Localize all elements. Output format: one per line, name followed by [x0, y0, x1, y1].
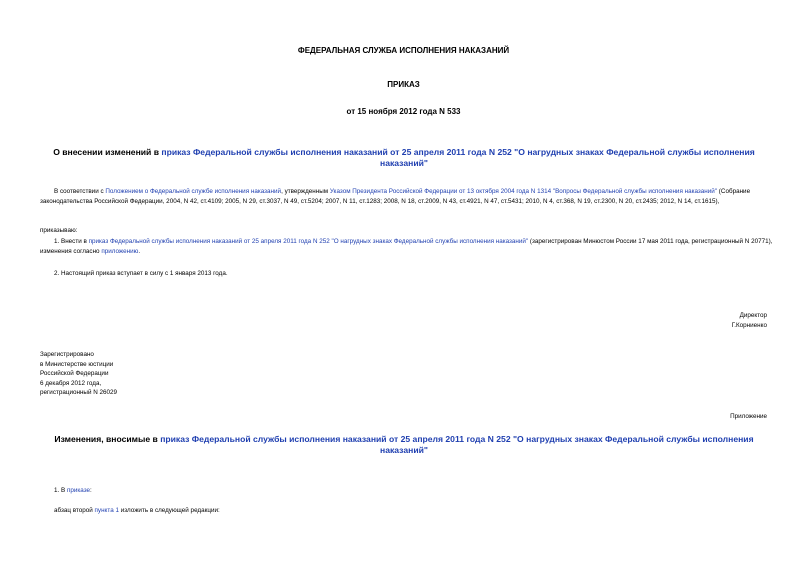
order-word: приказываю:: [40, 227, 78, 234]
preamble-text-2: , утвержденным: [281, 188, 330, 195]
doc-type-heading: ПРИКАЗ: [387, 80, 420, 89]
change1-text-2: :: [90, 487, 92, 494]
changes-title-prefix: Изменения, вносимые в: [54, 434, 161, 444]
document-title: [40, 147, 768, 169]
registration-line: Зарегистрировано: [40, 351, 94, 358]
appendix-label: Приложение: [730, 413, 767, 420]
changes-title: [40, 434, 768, 456]
signature-position: Директор: [739, 312, 767, 319]
item1-text-1: 1. Внести в: [54, 238, 89, 245]
registration-line: регистрационный N 26029: [40, 389, 118, 397]
preamble-text-3: (Собрание законодательства Российской Федерации, 2004, N 42, ст.4109; 2005, N 29, ст.3037, N 49, ст.5204; 2007, N 11, ст.1283; 2008, N 18, ст.2009, N 43, ст.4921, N 47, ст.5431; 2010, N 4, ст.368, N 19, ст.2300, N 20, ст.2435; 2012, N 14, ст.1615),: [40, 188, 751, 205]
appendix-link[interactable]: приложению: [101, 247, 139, 255]
changes-title-link[interactable]: приказ Федеральной службы исполнения наказаний от 25 апреля 2011 года N 252 "О нагрудных знаках Федеральной службы исполнения наказаний": [160, 434, 754, 455]
title-link[interactable]: приказ Федеральной службы исполнения наказаний от 25 апреля 2011 года N 252 "О нагрудных знаках Федеральной службы исполнения наказаний": [161, 147, 755, 168]
item1-text-3: .: [138, 247, 141, 255]
decree-link[interactable]: Указом Президента Российской Федерации от 13 октября 2004 года N 1314 "Вопросы Федеральной службы исполнения наказаний": [329, 188, 718, 195]
org-heading: ФЕДЕРАЛЬНАЯ СЛУЖБА ИСПОЛНЕНИЯ НАКАЗАНИЙ: [297, 46, 510, 55]
clause-1-link[interactable]: пункта 1: [94, 507, 119, 514]
registration-line: 6 декабря 2012 года,: [40, 379, 102, 387]
change-1-paragraph: [54, 486, 92, 496]
change1-sub-text-2: изложить в следующей редакции:: [118, 507, 220, 514]
preamble-text-1: В соответствии с: [54, 188, 106, 195]
registration-line: в Министерстве юстиции: [40, 360, 114, 368]
change-1-sub-paragraph: [54, 506, 220, 516]
signature-name: Г.Корниенко: [731, 322, 767, 329]
change1-text-1: 1. В: [54, 487, 67, 494]
item1-text-2: (зарегистрирован Минюстом России 17 мая 2011 года, регистрационный N 20771), изменения согласно: [40, 238, 773, 255]
item-1-paragraph: [40, 237, 780, 256]
order-252-link[interactable]: приказ Федеральной службы исполнения наказаний от 25 апреля 2011 года N 252 "О нагрудных знаках Федеральной службы исполнения наказаний": [88, 238, 529, 245]
date-number-heading: от 15 ноября 2012 года N 533: [346, 107, 461, 116]
registration-line: Российской Федерации: [40, 370, 109, 378]
registration-block: [40, 350, 117, 398]
preamble-paragraph: [40, 187, 780, 206]
change1-sub-text-1: абзац второй: [54, 507, 95, 514]
title-prefix: О внесении изменений в: [53, 147, 162, 157]
item-2-paragraph: 2. Настоящий приказ вступает в силу с 1 января 2013 года.: [54, 270, 228, 277]
order-link[interactable]: приказе: [66, 487, 91, 494]
regulation-link[interactable]: Положением о Федеральной службе исполнения наказаний: [105, 188, 282, 195]
